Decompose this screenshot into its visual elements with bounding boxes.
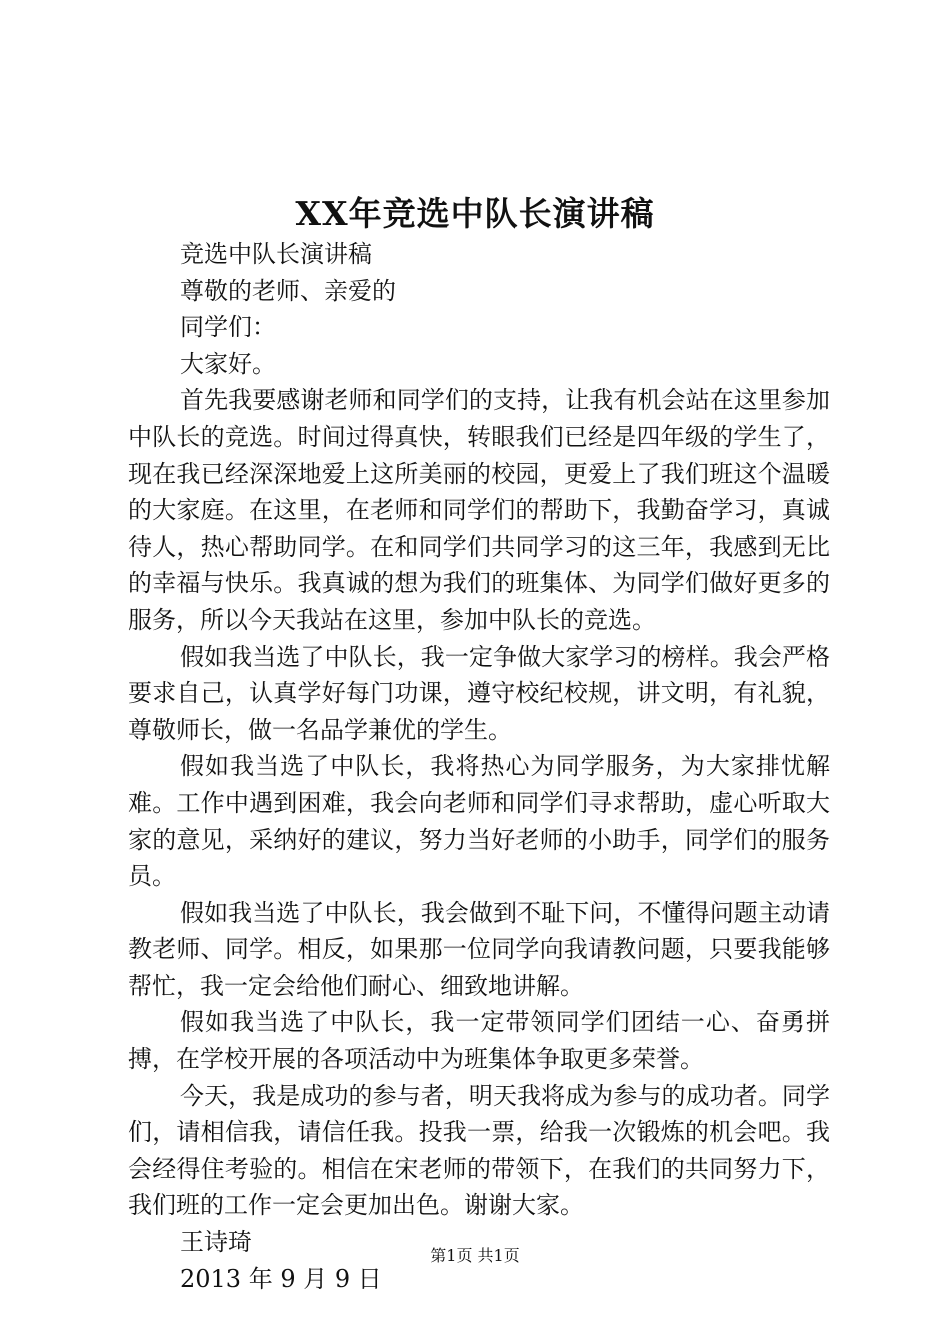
page-number: 第1页 共1页 xyxy=(430,1246,520,1265)
salutation-line: 尊敬的老师、亲爱的 xyxy=(180,276,396,305)
body-paragraph: 首先我要感谢老师和同学们的支持，让我有机会站在这里参加中队长的竞选。时间过得真快，转眼我们已经是四年级的学生了，现在我已经深深地爱上这所美丽的校园，更爱上了我们班这个温暖的大家庭。在这里，在老师和同学们的帮助下，我勤奋学习，真诚待人，热心帮助同学。在和同学们共同学习的这三年，我感到无比的幸福与快乐。我真诚的想为我们的班集体、为同学们做好更多的服务，所以今天我站在这里，参加中队长的竞选。 xyxy=(128,386,830,634)
greeting-line: 大家好。 xyxy=(180,349,276,378)
body-paragraph: 今天，我是成功的参与者，明天我将成为参与的成功者。同学们，请相信我，请信任我。投我一票，给我一次锻炼的机会吧。我会经得住考验的。相信在宋老师的带领下，在我们的共同努力下，我们班的工作一定会更加出色。谢谢大家。 xyxy=(128,1081,830,1220)
body-paragraph: 假如我当选了中队长，我会做到不耻下问，不懂得问题主动请教老师、同学。相反，如果那一位同学向我请教问题，只要我能够帮忙，我一定会给他们耐心、细致地讲解。 xyxy=(128,898,830,1000)
author-name: 王诗琦 xyxy=(180,1228,252,1257)
heading-line: 竞选中队长演讲稿 xyxy=(180,240,372,268)
body-paragraph: 假如我当选了中队长，我将热心为同学服务，为大家排忧解难。工作中遇到困难，我会向老师和同学们寻求帮助，虚心听取大家的意见，采纳好的建议，努力当好老师的小助手，同学们的服务员。 xyxy=(128,752,830,891)
document-body xyxy=(128,236,830,1297)
document-date: 2013 年 9 月 9 日 xyxy=(180,1264,382,1293)
body-paragraph: 假如我当选了中队长，我一定争做大家学习的榜样。我会严格要求自己，认真学好每门功课，遵守校纪校规，讲文明，有礼貌，尊敬师长，做一名品学兼优的学生。 xyxy=(128,642,830,744)
document-title: XX年竞选中队长演讲稿 xyxy=(295,194,655,233)
salutation-line: 同学们： xyxy=(180,313,276,342)
body-paragraph: 假如我当选了中队长，我一定带领同学们团结一心、奋勇拼搏，在学校开展的各项活动中为班集体争取更多荣誉。 xyxy=(128,1008,830,1074)
